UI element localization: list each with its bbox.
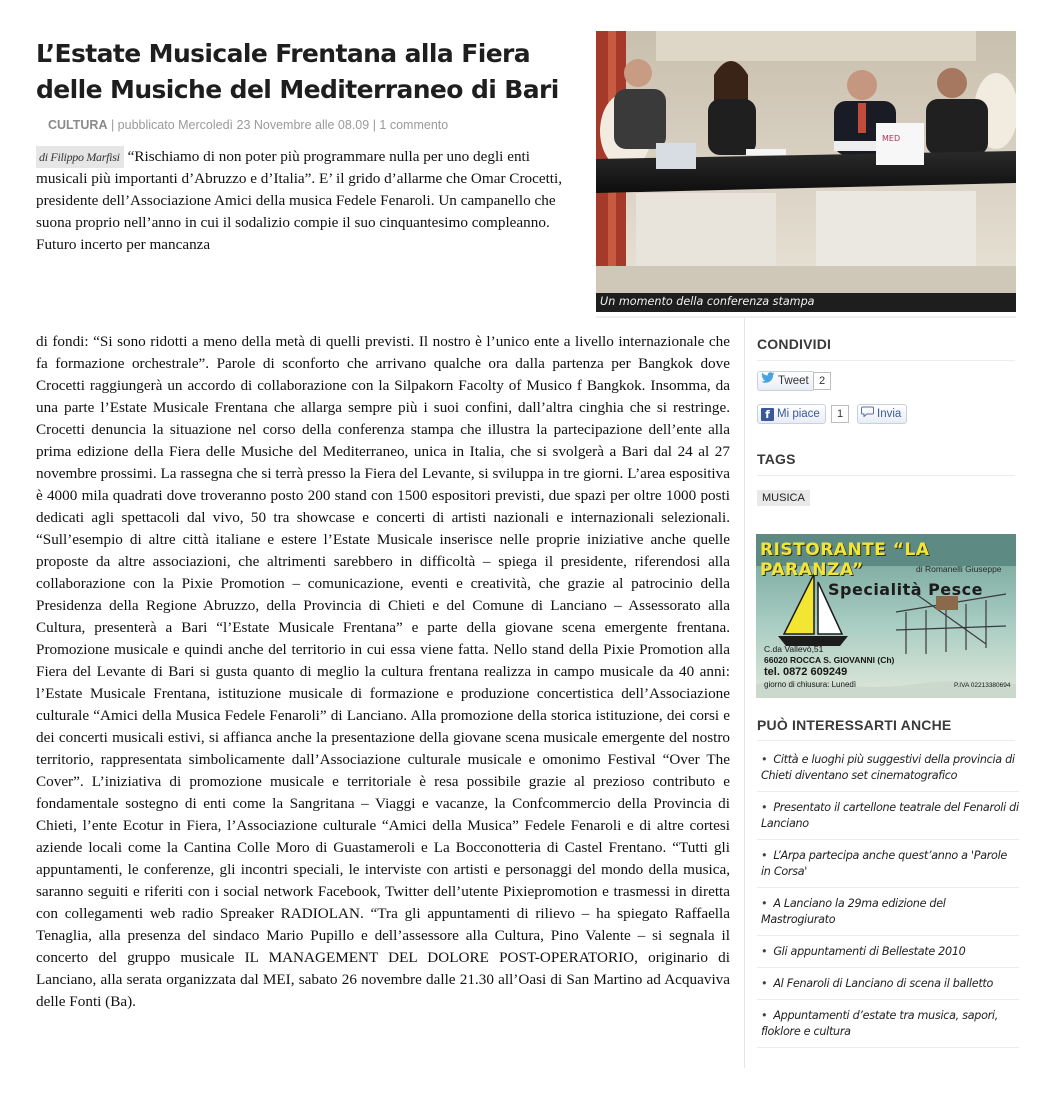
article-body: di fondi: “Si sono ridotti a meno della metà di quelli previsti. Il nostro è l’unico ente a livello internazionale che fa formazione orchestrale”. Parole di sconforto che arrivano qualche ora dalla partenza per Bangkok dove Crocetti raggiungerà un accordo di collaborazione con la Silpakorn Facolty of Musico f Bangkok. Insomma, da una parte l’Estate Musicale Frentana che allarga sempre più i suoi confini, dall’altra cinghia che si restringe. Crocetti denuncia la situazione nel corso della conferenza stampa che illustra la partecipazione dell’ente alla prima edizione della Fiera delle Musiche del Mediterraneo, unica in Italia, che si svolgerà a Bari dal 24 al 27 novembre prossimi. La rassegna che si terrà presso la Fiera del Levante, si sviluppa in tre giorni. L’area espositiva è 4000 mila quadrati dove troveranno posto 200 stand con 1500 espositori previsti, due spazi per oltre 1000 posti dedicati agli spettacoli dal vivo, 50 tra showcase e concerti di artisti nazionali e internazionali selezionali. “Sull’esempio di altre città italiane e estere l’Estate Musicale inserisce nelle proprie iniziative anche quelle proposte da altre associazioni, che altrimenti sarebbero in difficoltà – spiega il presidente, riferendosi alla collaborazione con la Pixie Promotion – comunicazione, eventi e creatività, che grazie al patrocinio della Presidenza della Regione Abruzzo, della Provincia di Chieti e del Comune di Lanciano – Assessorato alla Cultura, presenterà a Bari “l’Estate Musicale Frentana” e parte della giovane scena emergente frentana. Promozione musicale e quindi anche del territorio in cui essa viene fatta. Nello stand della Pixie Promotion alla Fiera del Levante di Bari si gusta quanto di meglio la cultura frentana realizza in campo musicale da 40 anni: l’Estate Musicale Frentana, istituzione musicale di formazione e produzione concertistica dell’Associazione culturale “Amici della Musica Fedele Fenaroli” di Lanciano. Alla promozione della storica istituzione, dei corsi e dei concerti musicali estivi, si affianca anche la presentazione della giovane scena musicale emergente del nostro territorio, rappresentata simbolicamente dall’Associazione culturale musicale e omonimo Festival “Over The Cover”. L’iniziativa di promozione musicale e territoriale è resa possibile grazie al prezioso contributo e fondamentale sostegno di enti come la Sangritana – Viaggi e vacanze, la Confcommercio della Provincia di Chieti, l’ente Ecotur in Fiera, l’Associazione culturale “Amici della Musica” Fedele Fenaroli e di altre cortesi aziende locali come la Cantina Colle Moro di Guastameroli e La Bocconotteria di Castel Frentano. “Tutti gli appuntamenti, le conferenze, gli incontri speciali, le interviste con artisti e personaggi del mondo della musica, saranno seguiti e riferiti con i social network Facebook, Twitter dell’utente Pixiepromotion e trasmessi in diretta con collegamenti web radio Spreaker RADIOLAN. “Tra gli appuntamenti di rilievo – ha spiegato Raffaella Tenaglia, alla presenza del sindaco Mario Pupillo e dell’assessore alla Cultura, Pino Valente – si segnala il concerto del gruppo musicale IL MANAGEMENT DEL DOLORE POST-OPERATORIO, originario di Lanciano, alla serata organizzata dal MEI, sabato 26 novembre dalle 21.30 all’Oasi di San Martino ad Acquaviva delle Fonti (Ba). [36, 333, 730, 1010]
bullet-icon: • [761, 1009, 768, 1022]
related-item-label: Gli appuntamenti di Bellestate 2010 [773, 945, 966, 958]
like-label: Mi piace [777, 408, 820, 420]
tag-musica[interactable]: MUSICA [757, 490, 810, 506]
svg-text:MED: MED [882, 134, 901, 143]
related-title: PUÒ INTERESSARTI ANCHE [757, 717, 952, 733]
related-divider [757, 740, 1015, 741]
related-item[interactable] [757, 1000, 1019, 1048]
ad-phone: tel. 0872 609249 [764, 666, 848, 678]
ad-title: RISTORANTE “LA PARANZA” [760, 540, 930, 580]
category-link[interactable]: CULTURA [48, 118, 108, 132]
ad-speciality: Specialità Pesce [828, 580, 984, 599]
like-count: 1 [831, 405, 849, 423]
share-divider [757, 360, 1015, 361]
related-item[interactable] [757, 840, 1019, 888]
author-byline: di Filippo Marfisi [36, 146, 124, 168]
lead-text: “Rischiamo di non poter più programmare nulla per uno degli enti musicali più importanti d’Abruzzo e d’Italia”. E’ il grido d’allarme che Omar Crocetti, presidente dell’Associazione Amici della musica Fedele Fenaroli. Un campanello che suona proprio nell’anno in cui il sodalizio compie il suo cinquantesimo compleanno. Futuro incerto per mancanza [36, 148, 563, 253]
article-title[interactable]: L’Estate Musicale Frentana alla Fiera delle Musiche del Mediterraneo di Bari [36, 39, 559, 104]
twitter-bird-icon [761, 372, 775, 390]
tweet-button[interactable] [757, 371, 815, 391]
related-item[interactable] [757, 792, 1019, 840]
bullet-icon: • [761, 945, 768, 958]
share-title: CONDIVIDI [757, 336, 832, 352]
bullet-icon: • [761, 897, 768, 910]
photo-illustration [596, 31, 1016, 293]
related-item-label: Presentato il cartellone teatrale del Fenaroli di Lanciano [761, 801, 1019, 830]
article-meta [48, 118, 448, 132]
bullet-icon: • [761, 801, 768, 814]
related-item[interactable] [757, 936, 1019, 968]
ad-address-line2: 66020 ROCCA S. GIOVANNI (Ch) [764, 655, 895, 665]
ad-address-line1: C.da Vallevò,51 [764, 644, 824, 654]
tweet-count: 2 [813, 372, 831, 390]
publish-info: | pubblicato Mercoledì 23 Novembre alle 08.09 | [107, 118, 380, 132]
send-button[interactable] [857, 404, 907, 424]
article-photo-box [596, 31, 1016, 312]
bullet-icon: • [761, 753, 768, 766]
related-item[interactable] [757, 888, 1019, 936]
ad-subtitle: di Romanelli Giuseppe [916, 564, 1002, 574]
tags-divider [757, 475, 1015, 476]
related-item-label: Appuntamenti d’estate tra musica, sapori, floklore e cultura [761, 1009, 998, 1038]
related-item-label: L’Arpa partecipa anche quest’anno a 'Parole in Corsa' [761, 849, 1007, 878]
restaurant-ad-banner[interactable] [756, 534, 1016, 698]
ad-closing-day: giorno di chiusura: Lunedì [764, 680, 857, 689]
related-item-label: Al Fenaroli di Lanciano di scena il balletto [773, 977, 994, 990]
tweet-label: Tweet [778, 375, 809, 387]
related-item[interactable] [757, 744, 1019, 792]
press-conference-photo [596, 31, 1016, 293]
photo-caption: Un momento della conferenza stampa [600, 295, 815, 308]
article-lead [36, 146, 584, 256]
related-item-label: Città e luoghi più suggestivi della provincia di Chieti diventano set cinematografico [761, 753, 1015, 782]
comments-link[interactable]: 1 commento [379, 118, 449, 132]
tags-title: TAGS [757, 451, 796, 467]
send-label: Invia [877, 408, 902, 420]
speech-bubble-icon [861, 405, 874, 423]
related-item-label: A Lanciano la 29ma edizione del Mastrogiurato [761, 897, 946, 926]
bullet-icon: • [761, 977, 768, 990]
facebook-icon: f [761, 408, 774, 421]
related-item[interactable] [757, 968, 1019, 1000]
facebook-like-button[interactable] [757, 404, 826, 424]
sidebar [744, 318, 1019, 1068]
ad-vat-number: P.IVA 02213380694 [954, 682, 1011, 689]
related-list [757, 744, 1019, 1048]
bullet-icon: • [761, 849, 768, 862]
